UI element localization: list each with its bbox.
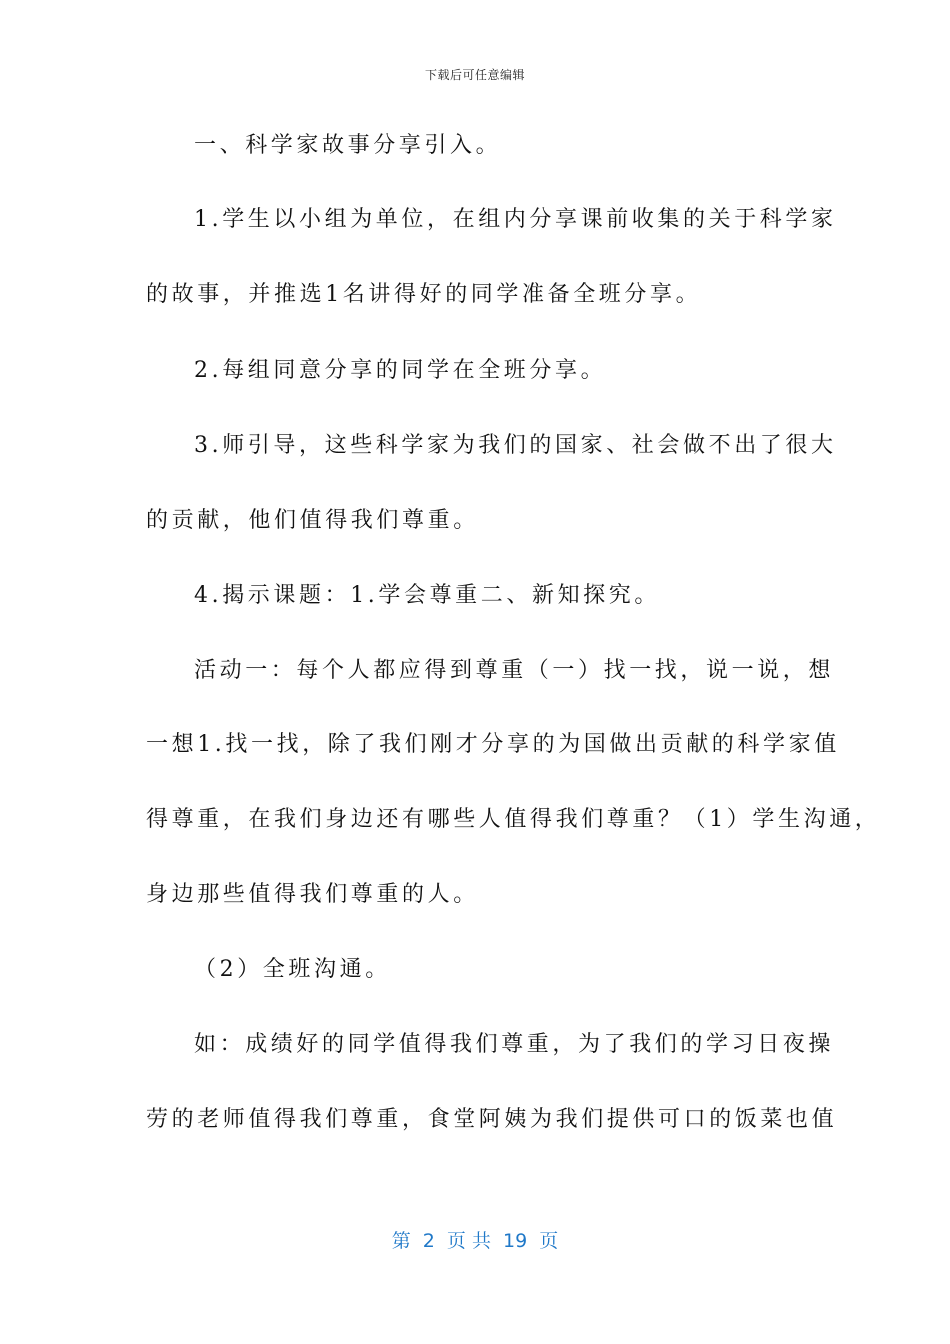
paragraph-line: 一想1.找一找，除了我们刚才分享的为国做出贡献的科学家值 [146, 732, 840, 757]
paragraph-line: 得尊重，在我们身边还有哪些人值得我们尊重？（1）学生沟通， [146, 807, 881, 832]
paragraph-line: 1.学生以小组为单位，在组内分享课前收集的关于科学家 [194, 207, 837, 232]
paragraph-line: 的故事，并推选1名讲得好的同学准备全班分享。 [146, 282, 702, 307]
paragraph-line: 2.每组同意分享的同学在全班分享。 [194, 358, 607, 383]
paragraph-line: （2）全班沟通。 [194, 957, 391, 982]
paragraph-line: 劳的老师值得我们尊重，食堂阿姨为我们提供可口的饭菜也值 [146, 1107, 838, 1132]
page-number-footer: 第 2 页 共 19 页 [391, 1230, 559, 1252]
paragraph-line: 4.揭示课题：1.学会尊重二、新知探究。 [194, 583, 660, 608]
paragraph-line: 的贡献，他们值得我们尊重。 [146, 508, 479, 533]
paragraph-line: 一、科学家故事分享引入。 [194, 133, 502, 158]
paragraph-line: 如：成绩好的同学值得我们尊重，为了我们的学习日夜操 [194, 1032, 835, 1057]
paragraph-line: 3.师引导，这些科学家为我们的国家、社会做不出了很大 [194, 433, 837, 458]
paragraph-line: 身边那些值得我们尊重的人。 [146, 882, 479, 907]
page-header-note: 下载后可任意编辑 [424, 68, 525, 82]
paragraph-line: 活动一：每个人都应得到尊重（一）找一找，说一说，想 [194, 658, 835, 683]
